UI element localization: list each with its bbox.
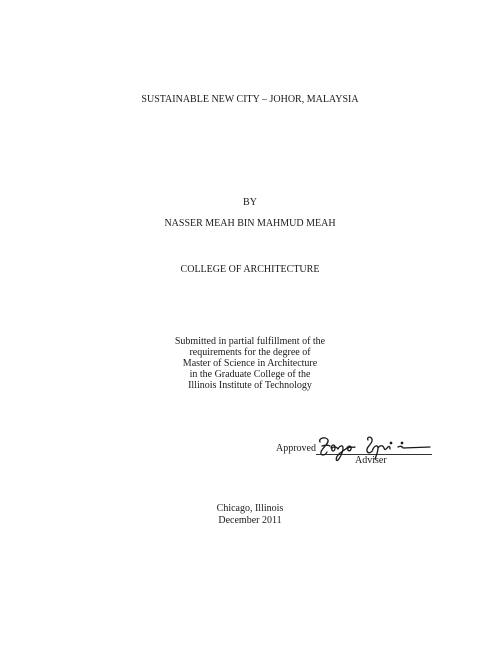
date: December 2011 bbox=[218, 515, 282, 526]
submission-statement bbox=[0, 336, 500, 391]
thesis-title: SUSTAINABLE NEW CITY – JOHOR, MALAYSIA bbox=[141, 94, 359, 105]
college-name: COLLEGE OF ARCHITECTURE bbox=[180, 264, 320, 275]
submission-line: Illinois Institute of Technology bbox=[188, 380, 312, 391]
approved-label: Approved bbox=[276, 443, 316, 454]
place: Chicago, Illinois bbox=[216, 503, 284, 514]
author-name: NASSER MEAH BIN MAHMUD MEAH bbox=[164, 218, 336, 229]
submission-line: Master of Science in Architecture bbox=[182, 358, 318, 369]
place-and-date bbox=[0, 503, 500, 527]
submission-line: requirements for the degree of bbox=[189, 347, 311, 358]
by-label: BY bbox=[243, 197, 257, 208]
submission-line: in the Graduate College of the bbox=[189, 369, 311, 380]
adviser-label: Adviser bbox=[355, 455, 387, 466]
approval-block bbox=[276, 436, 436, 466]
submission-line: Submitted in partial fulfillment of the bbox=[174, 336, 326, 347]
